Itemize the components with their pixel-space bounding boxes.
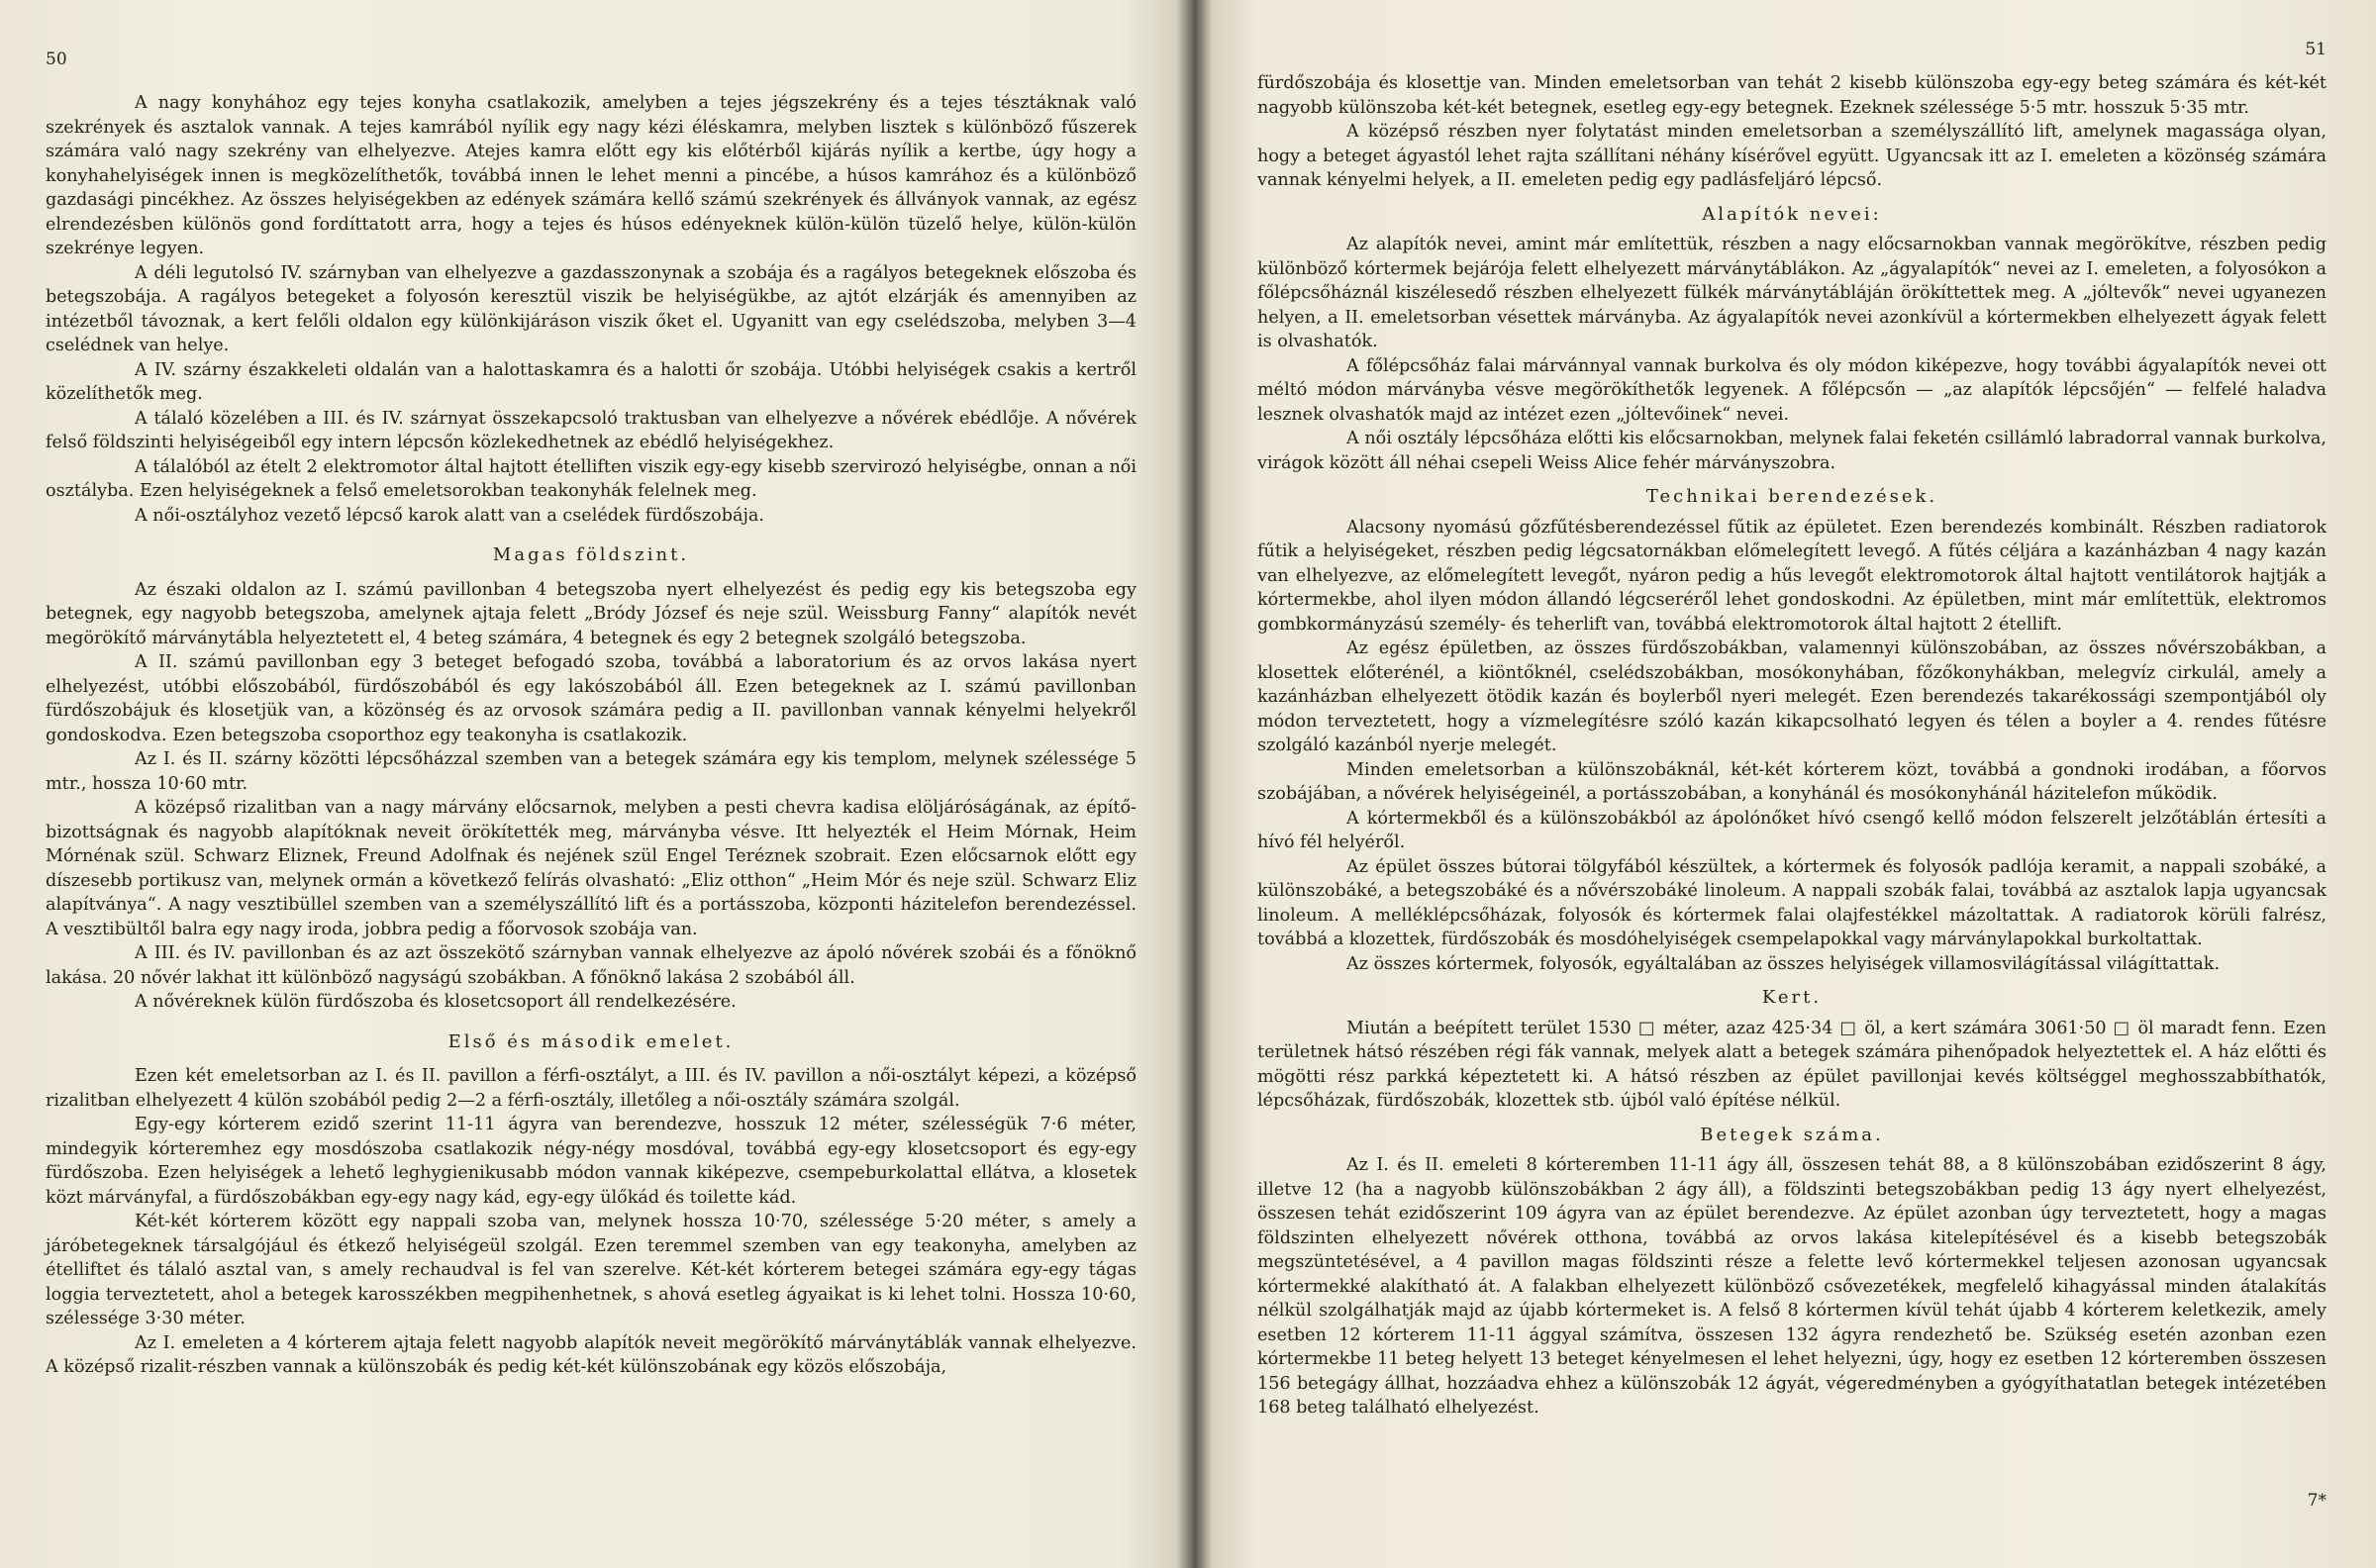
paragraph: Az alapítók nevei, amint már említettük, részben a nagy előcsarnokban vannak megörökítve, részben pedig különböző kórtermek bejárója felett elhelyezett márványtáblákon. Az „ágyalapítók“ nevei az I. emeleten, a folyosókon a főlépcsőháznál kiszélesedő részben elhelyezett fülkék márványtábláján örökíttettek meg. A „jóltevők“ nevei ugyanezen helyen, a II. emeletsorban vésettek márványba. Az ágyalapítók nevei azonkívül a kórtermekben elhelyezett ágyak felett is olvashatók. [1257,235,2326,351]
paragraph: fürdőszobája és klosettje van. Minden emeletsorban van tehát 2 kisebb különszoba egy-egy beteg számára és két-két nagyobb különszoba két-két betegnek, esetleg egy-egy betegnek. Ezeknek szélessége 5·5 mtr. hosszuk 5·35 mtr. [1257,73,2326,118]
paragraph: Az I. és II. emeleti 8 kórteremben 11-11 ágy áll, összesen tehát 88, a 8 különszobában ezidőszerint 8 ágy, illetve 12 (ha a nagyobb különszobákban 2 ágy áll), a földszinti betegszobákban pedig 13 ágy nyert elhelyezést, összesen tehát ezidőszerint 109 ágyra van az épület berendezve. Az épület azonban úgy terveztetett, hogy a magas földszinten elhelyezett nővérek otthona, továbbá az orvos lakása kitelepítésével és a kisebb betegszobák megszüntetésével, a 4 pavillon magas földszinti része a felette levő kórtermekkel teljesen azonosan ugyancsak kórtermekké alakítható át. A falakban elhelyezett különböző csővezetékek, megfelelő kihagyással minden átalakítás nélkül szolgálhatják majd az újabb kórtermeket is. A felső 8 kórtermen kívül tehát újabb 4 kórterem keletkezik, amely esetben 12 kórterem 11-11 ággyal számítva, összesen 132 ágyra rendezhető be. Szükség esetén azonban ezen kórtermekbe 11 beteg helyett 13 beteget kényelmesen el lehet helyezni, úgy, hogy ez esetben 12 kórteremben összesen 156 betegágy állhat, hozzáadva ehhez a különszobák 12 ágyát, végeredményben a gyógyíthatatlan betegek intézetében 168 beteg található elhelyezést. [1257,1155,2326,1418]
section-heading: Magas földszint. [492,544,690,565]
paragraph: A II. számú pavillonban egy 3 beteget befogadó szoba, továbbá a laboratorium és az orvos lakása nyert elhelyezést, utóbbi előszobából, fürdőszobából és egy lakószobából áll. Ezen betegeknek az I. számú pavillonban fürdőszobájuk és klosetjük van, a közönség és az orvosok számára pedig a II. pavillonban vannak kényelmi helyekről gondoskodva. Ezen betegszoba csoporthoz egy teakonyha is csatlakozik. [46,652,1137,745]
section-heading: Kert. [1761,987,1823,1008]
paragraph: Miután a beépített terület 1530 □ méter, azaz 425·34 □ öl, a kert számára 3061·50 □ öl maradt fenn. Ezen területnek hátsó részében régi fák vannak, melyek alatt a betegek számára pihenőpadok helyeztettek el. A ház előtti és mögötti rész parkká képeztetett ki. A hátsó részben az épület pavillonjai kevés költséggel meghosszabbíthatók, lépcsőházak, fürdőszobák, klozettek stb. újból való építése nélkül. [1257,1018,2326,1111]
paragraph: A déli legutolsó IV. szárnyban van elhelyezve a gazdasszonynak a szobája és a ragályos betegeknek előszoba és betegszobája. A ragályos betegeket a folyosón keresztül viszik be helyiségükbe, az ajtót elzárják és amennyiben az intézetből távoznak, a kert felőli oldalon egy különkijáráson viszik őket el. Ugyanitt van egy cselédszoba, melyben 3—4 cselédnek van helye. [46,262,1137,355]
paragraph: Az összes kórtermek, folyosók, egyáltalában az összes helyiségek villamosvilágítással világíttattak. [1346,953,2221,974]
paragraph: A középső rizalitban van a nagy márvány előcsarnok, melyben a pesti chevra kadisa elöljáróságának, az építő-bizottságnak és nagyobb alapítóknak neveit örökítették meg, márványba vésve. Itt helyezték el Heim Mórnak, Heim Mórnénak szül. Schwarz Eliznek, Freund Adolfnak és nejének szül Engel Teréznek szobrait. Ezen előcsarnok előtt egy díszesebb portikusz van, melynek ormán a következő felírás olvasható: „Eliz otthon“ „Heim Mór és neje szül. Schwarz Eliz alapítványa“. A nagy vesztibüllel szemben van a személyszállító lift és a portásszoba, központi házitelefon berendezéssel. A vesztibültől balra egy nagy iroda, jobbra pedig a főorvosok szobája van. [46,798,1137,939]
section-heading: Alapítók nevei: [1702,203,1882,225]
section-heading: Betegek száma. [1700,1124,1884,1145]
left-page [0,0,1186,1568]
paragraph: Az épület összes bútorai tölgyfából készültek, a kórtermek és folyosók padlója keramit, a nappali szobáké, a különszobáké, a betegszobáké és a nővérszobáké linoleum. A nappali szobák falai, továbbá az asztalok lapja ugyancsak linoleum. A melléklépcsőházak, folyosók és kórtermek falai olajfestékkel mázoltattak. A radiatorok körüli falrész, továbbá a klozettek, fürdőszobák és mosdóhelyiségek csempelapokkal vagy márványlapokkal burkoltattak. [1257,856,2326,949]
section-heading: Technikai berendezések. [1645,486,1938,507]
paragraph: A tálaló közelében a III. és IV. szárnyat összekapcsoló traktusban van elhelyezve a nővérek ebédlője. A nővérek felső földszinti helyiségeiből egy intern lépcsőn közlekedhetnek az ebédlő helyiségekhez. [46,408,1137,452]
paragraph: A nagy konyhához egy tejes konyha csatlakozik, amelyben a tejes jégszekrény és a tejes tésztáknak való szekrények és asztalok vannak. A tejes kamrából nyílik egy nagy kézi éléskamra, melyben lisztek s különböző fűszerek számára való nagy szekrény van elhelyezve. Atejes kamra előtt egy kis előtérből kijárás nyílik a kertbe, úgy hogy a konyhahelyiségek innen is megközelíthetők, továbbá innen le lehet menni a pincébe, a húsos kamrához és a különböző gazdasági pincékhez. Az összes helyiségekben az edények számára kellő számú szekrények és állványok vannak, az egész elrendezésben különös gond fordíttatott arra, hogy a tejes és húsos edényeknek külön-külön tüzelő helye, külön-külön szekrénye legyen. [46,93,1137,258]
paragraph: Az északi oldalon az I. számú pavillonban 4 betegszoba nyert elhelyezést és pedig egy kis betegszoba egy betegnek, egy nagyobb betegszoba, amelynek ajtaja felett „Bródy József és neje szül. Weissburg Fanny“ alapítók nevét megörökítő márványtábla helyeztetett el, 4 beteg számára, 4 betegnek és egy 2 betegnek szolgáló betegszoba. [46,579,1137,648]
paragraph: Egy-egy kórterem ezidő szerint 11-11 ágyra van berendezve, hosszuk 12 méter, szélességük 7·6 méter, mindegyik kórteremhez egy mosdószoba csatlakozik négy-négy mosdóval, továbbá egy-egy klosetcsoport és egy-egy fürdőszoba. Ezen helyiségek a lehető leghygienikusabb módon vannak kiképezve, csempeburkolattal ellátva, a klosetek közt márványfal, a fürdőszobákban egy-egy nagy kád, egy-egy ülőkád és toilette kád. [46,1115,1137,1208]
paragraph: A nővéreknek külön fürdőszoba és klosetcsoport áll rendelkezésére. [135,992,737,1012]
paragraph: A III. és IV. pavillonban és az azt összekötő szárnyban vannak elhelyezve az ápoló nővérek szobái és a főnöknő lakása. 20 nővér lakhat itt különböző nagyságú szobákban. A főnöknő lakása 2 szobából áll. [46,943,1137,988]
left-page-text [46,91,1137,1380]
paragraph: A főlépcsőház falai márvánnyal vannak burkolva és oly módon kiképezve, hogy további ágyalapítók nevei ott méltó módon márványba vésve megörökíthetők legyenek. A főlépcsőn — „az alapítók lépcsőjén“ — felfelé haladva lesznek olvashatók majd az intézet ezen „jóltevőinek“ nevei. [1257,355,2326,425]
signature-mark: 7* [2307,1491,2326,1511]
paragraph: Ezen két emeletsorban az I. és II. pavillon a férfi-osztályt, a III. és IV. pavillon a női-osztályt képezi, a középső rizalitban elhelyezett 4 külön szobából pedig 2—2 a férfi-osztály, illetőleg a női-osztály számára szolgál. [46,1066,1137,1111]
paragraph: Az I. emeleten a 4 kórterem ajtaja felett nagyobb alapítók neveit megörökítő márványtáblák vannak elhelyezve. A középső rizalit-részben vannak a különszobák és pedig két-két különszobának egy közös előszobája, [46,1332,1137,1377]
paragraph: A női osztály lépcsőháza előtti kis előcsarnokban, melynek falai feketén csillámló labradorral vannak burkolva, virágok között áll néhai csepeli Weiss Alice fehér márványszobra. [1257,429,2326,473]
paragraph: Két-két kórterem között egy nappali szoba van, melynek hossza 10·70, szélessége 5·20 méter, s amely a járóbetegeknek társalgójául és étkező helyiségeül szolgál. Ezen teremmel szemben van egy teakonyha, amelyben az ételliftet és tálaló asztal van, s amely rechaudval is fel van szerelve. Két-két kórterem betegei számára egy-egy tágas loggia terveztetett, ahol a betegek karosszékben megpihenhetnek, s ahová esetleg ágyaikat is ki lehet tolni. Hossza 10·60, szélessége 3·30 méter. [46,1212,1137,1328]
paragraph: Alacsony nyomású gőzfűtésberendezéssel fűtik az épületet. Ezen berendezés kombinált. Részben radiatorok fűtik a helyiségeket, részben pedig légcsatornákban előmelegített levegő. A fűtés céljára a kazánházban 4 nagy kazán van elhelyezve, az előmelegített levegőt, nyáron pedig a hűs levegőt elektromotorok által hajtott ventilátorok hajtják a kórtermekbe, ahol ilyen módon állandó légcseréről lehet gondoskodni. Az épületben, mint már említettük, elektromos gombkormányzású személy- és teherlift van, továbbá elektromotorok által hajtott 2 étellift. [1257,517,2326,635]
section-heading: Első és második emelet. [447,1030,735,1052]
page-number-right: 51 [2305,40,2326,59]
page-number-left: 50 [46,49,67,69]
paragraph: Az egész épületben, az összes fürdőszobákban, valamennyi különszobában, az összes nővérszobákban, a klosettek előterénél, a kiöntőknél, cselédszobákban, mosókonyhában, főzőkonyhákban, melegvíz cirkulál, amely a kazánházban elhelyezett ötödik kazán és boylerből nyeri melegét. Ezen berendezés takarékossági szempontjából oly módon terveztetett, hogy a vízmelegítésre szóló kazán kikapcsolható legyen és télen a boyler a 4. rendes fűtésre szolgáló kazánból nyerje melegét. [1257,638,2326,755]
paragraph: Az I. és II. szárny közötti lépcsőházzal szemben van a betegek számára egy kis templom, melynek szélessége 5 mtr., hossza 10·60 mtr. [46,749,1137,794]
paragraph: A női-osztályhoz vezető lépcső karok alatt van a cselédek fürdőszobája. [135,505,764,526]
paragraph: A kórtermekből és a különszobákból az ápolónőket hívó csengő kellő módon felszerelt jelzőtáblán értesíti a hívó fél helyéről. [1257,808,2326,852]
paragraph: A középső részben nyer folytatást minden emeletsorban a személyszállító lift, amelynek magassága olyan, hogy a beteget ágyastól lehet rajta szállítani néhány kísérővel együtt. Ugyancsak itt az I. emeleten a közönség számára vannak kényelmi helyek, a II. emeleten pedig egy padlásfeljáró lépcső. [1257,122,2326,190]
right-page [1198,0,2376,1568]
paragraph: A IV. szárny északkeleti oldalán van a halottaskamra és a halotti őr szobája. Utóbbi helyiségek csakis a kertről közelíthetők meg. [46,359,1137,404]
paragraph: Minden emeletsorban a különszobáknál, két-két kórterem közt, továbbá a gondnoki irodában, a főorvos szobájában, a nővérek helyiségeinél, a portásszobában, a konyhánál és mosókonyhánál házitelefon működik. [1257,759,2326,804]
right-page-text [1257,71,2326,1421]
paragraph: A tálalóból az ételt 2 elektromotor által hajtott ételliften viszik egy-egy kisebb szervirozó helyiségbe, onnan a női osztályba. Ezen helyiségeknek a felső emeletsorokban teakonyhák felelnek meg. [46,456,1137,501]
